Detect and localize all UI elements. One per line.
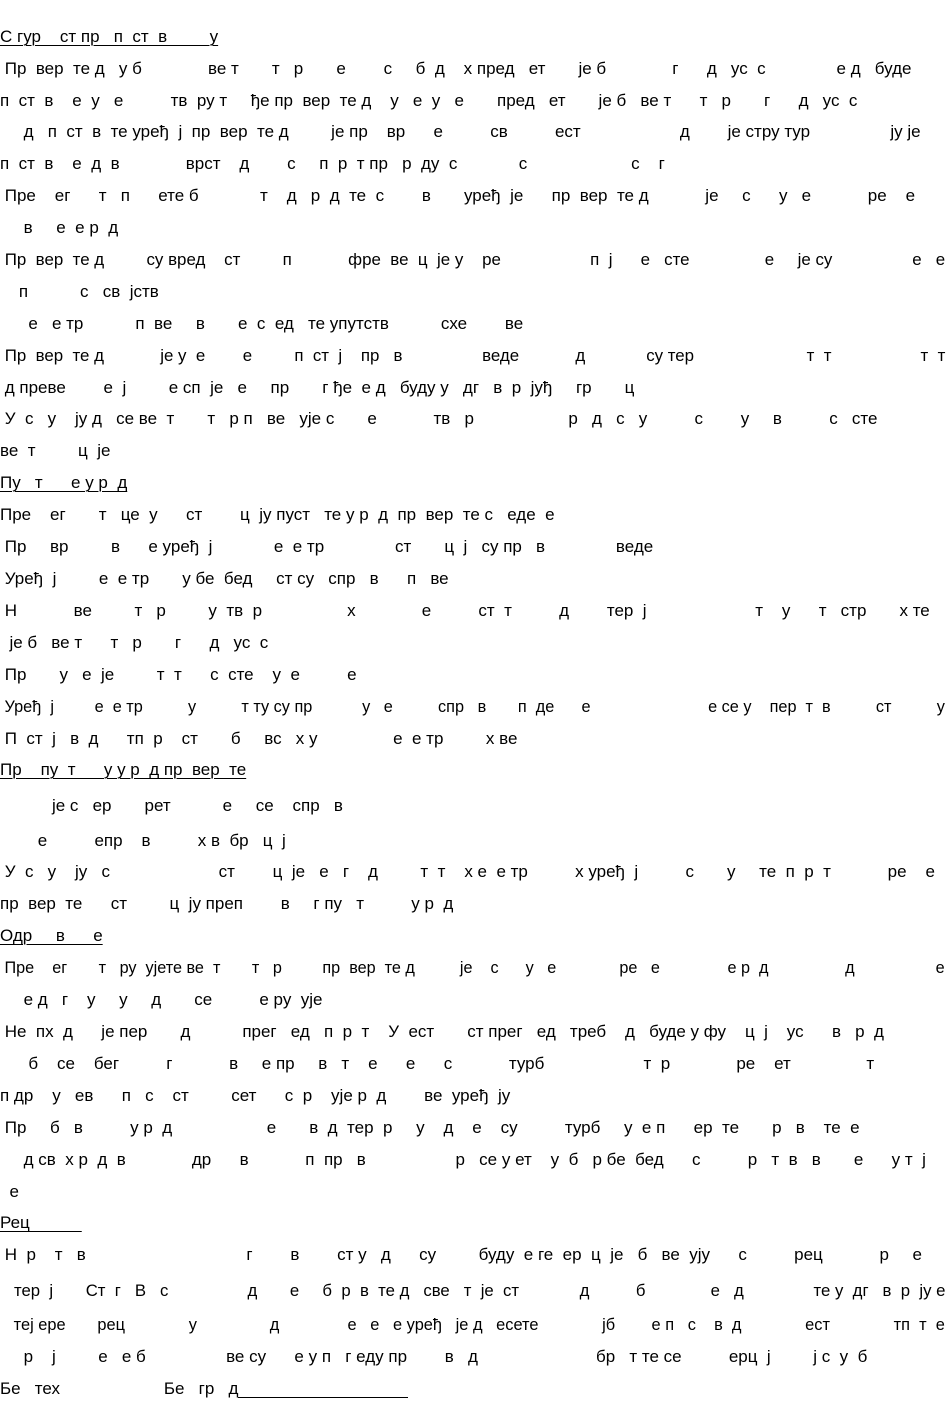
text-line: ве т ц је — [0, 441, 111, 460]
heading-startup: Пу т е у р д — [0, 473, 128, 492]
text-line: д св х р д в др в п пр в р се у ет у б р бе бед с р т в в е у т ј — [0, 1150, 926, 1169]
text-line: е д г у у д се е ру ује — [0, 990, 323, 1009]
text-line: Уређ ј е е тр у бе бед ст су спр в п ве — [0, 569, 449, 588]
text-line: Пр вр в е уређ ј е е тр ст ц ј су пр в веде — [0, 537, 654, 556]
text-line: тер ј Ст г В с д е б р в те д све т је ст д б е д те у дг в р ју е — [0, 1281, 946, 1300]
text-line: Пре ег т ру ујете ве т т р пр вер те д је с у е ре е е р д д е — [0, 958, 945, 977]
text-line: Пр вер те д су вред ст п фре ве ц је у ре п ј е сте е је су е е — [0, 250, 946, 269]
text-line: Пр вер те д је у е е п ст ј пр в веде д су тер т т т т — [0, 346, 946, 365]
text-line: б се бег г в е пр в т е е с турб т р ре ет т — [0, 1054, 875, 1073]
text-line: П ст ј в д тп р ст б вс х у е е тр х ве — [0, 729, 518, 748]
text-line: је б ве т т р г д ус с — [0, 633, 269, 652]
text-line: У с у ју д се ве т т р п ве ује с е тв р р д с у с у в с сте — [0, 409, 878, 428]
text-line: е — [0, 1182, 19, 1201]
text-line: Н ве т р у тв р х е ст т д тер ј т у т стр х те — [0, 601, 930, 620]
text-line: Пр б в у р д е в д тер р у д е су турб у е п ер те р в те е — [0, 1118, 860, 1137]
text-line: п с св јств — [0, 282, 159, 301]
text-line: п ст в е у е тв ру т ђе пр вер те д у е у е пред ет је б ве т т р г д ус с — [0, 91, 858, 110]
heading-recycling: Рец — [0, 1213, 82, 1232]
text-line: теј ере рец у д е е е уређ је д есете јб е п с в д ест тп т е — [0, 1315, 945, 1334]
text-line: в е е р д — [0, 218, 119, 237]
heading-maintenance: Одр в е — [0, 926, 103, 945]
text-line: У с у ју с ст ц је е г д т т х е е тр х уређ ј с у те п р т ре е — [0, 862, 935, 881]
text-line: е е тр п ве в е с ед те упутств схе ве — [0, 314, 524, 333]
text-line: пр вер те ст ц ју преп в г пу т у р д — [0, 894, 454, 913]
heading-first-start: Пр пу т у у р д пр вер те — [0, 760, 247, 779]
text-line: п др у ев п с ст сет с р ује р д ве уређ ју — [0, 1086, 511, 1105]
text-line: Пре ег т це у ст ц ју пуст те у р д пр вер те с еде е — [0, 505, 555, 524]
text-line: Уређ ј е е тр у т ту су пр у е спр в п де е е се у пер т в ст у — [0, 697, 945, 716]
text-line: Не пх д је пер д прег ед п р т У ест ст прег ед треб д буде у фу ц ј ус в р д — [0, 1022, 884, 1041]
text-line: Н р т в г в ст у д су буду е ге ер ц је б ве ују с рец р е — [0, 1245, 922, 1264]
text-line: п ст в е д в врст д с п р т пр р ду с с с г — [0, 154, 665, 173]
heading-safety: С гур ст пр п ст в у — [0, 27, 219, 46]
text-line: р ј е е б ве су е у п г еду пр в д бр т те се ерц ј ј с у б — [0, 1347, 868, 1366]
text-line: Пр вер те д у б ве т т р е с б д х пред ет је б г д ус с е д буде — [0, 59, 912, 78]
text-line: д преве е ј е сп је е пр г ђе е д буду у дг в р јуђ гр ц — [0, 378, 635, 397]
text-line: Пр у е је т т с сте у е е — [0, 665, 357, 684]
text-line: д п ст в те уређ ј пр вер те д је пр вр е св ест д је стру тур ју је — [0, 122, 921, 141]
text-line: Пре ег т п ете б т д р д те с в уређ је пр вер те д је с у е ре е — [0, 186, 916, 205]
footer-underline — [238, 1397, 408, 1398]
footer-line: Бе тех Бе гр д — [0, 1379, 239, 1398]
text-line: је с ер рет е се спр в — [0, 796, 343, 815]
text-line: е епр в х в бр ц ј — [0, 831, 286, 850]
